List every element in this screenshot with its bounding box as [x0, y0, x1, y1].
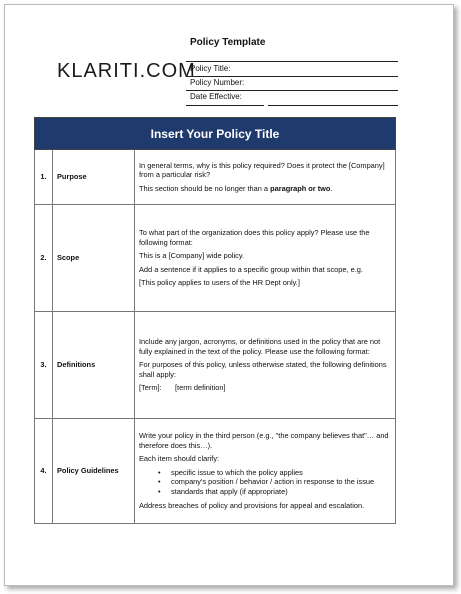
table-row	[35, 150, 396, 205]
table-row	[35, 205, 396, 312]
row-name: Scope	[53, 205, 135, 312]
row-description	[135, 419, 396, 524]
field-line	[268, 105, 398, 106]
row-number: 1.	[35, 150, 53, 205]
table-row	[35, 419, 396, 524]
bold-text: paragraph or two	[270, 183, 331, 193]
paragraph: Write your policy in the third person (e.g., "the company believes that"… and therefore does this…).	[139, 430, 389, 450]
paragraph: In general terms, why is this policy required? Does it protect the [Company] from a particular risk?	[139, 160, 385, 180]
list-item: • specific issue to which the policy applies	[171, 468, 391, 478]
policy-title-heading: Insert Your Policy Title	[35, 118, 396, 150]
row-name: Purpose	[53, 150, 135, 205]
row-name: Policy Guidelines	[53, 419, 135, 524]
policy-title-field: Policy Title:	[190, 64, 231, 73]
paragraph: Each item should clarify:	[139, 454, 220, 464]
paragraph: Address breaches of policy and provisions for appeal and escalation.	[139, 501, 365, 511]
paragraph: This is a [Company] wide policy.	[139, 251, 245, 261]
row-description	[135, 312, 396, 419]
paragraph: [This policy applies to users of the HR Dept only.]	[139, 278, 300, 288]
row-number: 2.	[35, 205, 53, 312]
bullet-list	[139, 468, 391, 497]
date-effective-field: Date Effective:	[190, 92, 242, 101]
field-line	[186, 76, 398, 77]
paragraph: Add a sentence if it applies to a specific group within that scope, e.g.	[139, 264, 363, 274]
policy-table	[34, 117, 396, 524]
table-title-row	[35, 118, 396, 150]
paragraph: Include any jargon, acronyms, or definitions used in the policy that are not fully explained in the text of the policy. Please use the following format:	[139, 337, 381, 356]
row-name: Definitions	[53, 312, 135, 419]
paragraph	[139, 184, 391, 194]
paragraph: To what part of the organization does this policy apply? Please use the following format:	[139, 228, 370, 247]
text: .	[330, 183, 333, 193]
row-number: 3.	[35, 312, 53, 419]
term-label: [Term]:	[139, 383, 162, 393]
company-logo: KLARITI.COM	[57, 60, 196, 82]
title-underline	[186, 61, 398, 62]
policy-number-field: Policy Number:	[190, 78, 245, 87]
row-number: 4.	[35, 419, 53, 524]
row-description	[135, 205, 396, 312]
text: This section should be no longer than a	[139, 183, 271, 193]
paragraph: For purposes of this policy, unless otherwise stated, the following definitions shall apply:	[139, 360, 387, 379]
field-line	[186, 90, 398, 91]
template-title: Policy Template	[190, 37, 266, 48]
row-description	[135, 150, 396, 205]
list-item: • company's position / behavior / action in response to the issue	[171, 477, 391, 487]
list-item: • standards that apply (if appropriate)	[171, 487, 391, 497]
field-line	[186, 105, 264, 106]
term-definition: [term definition]	[175, 383, 226, 393]
table-row	[35, 312, 396, 419]
paragraph	[139, 383, 391, 393]
